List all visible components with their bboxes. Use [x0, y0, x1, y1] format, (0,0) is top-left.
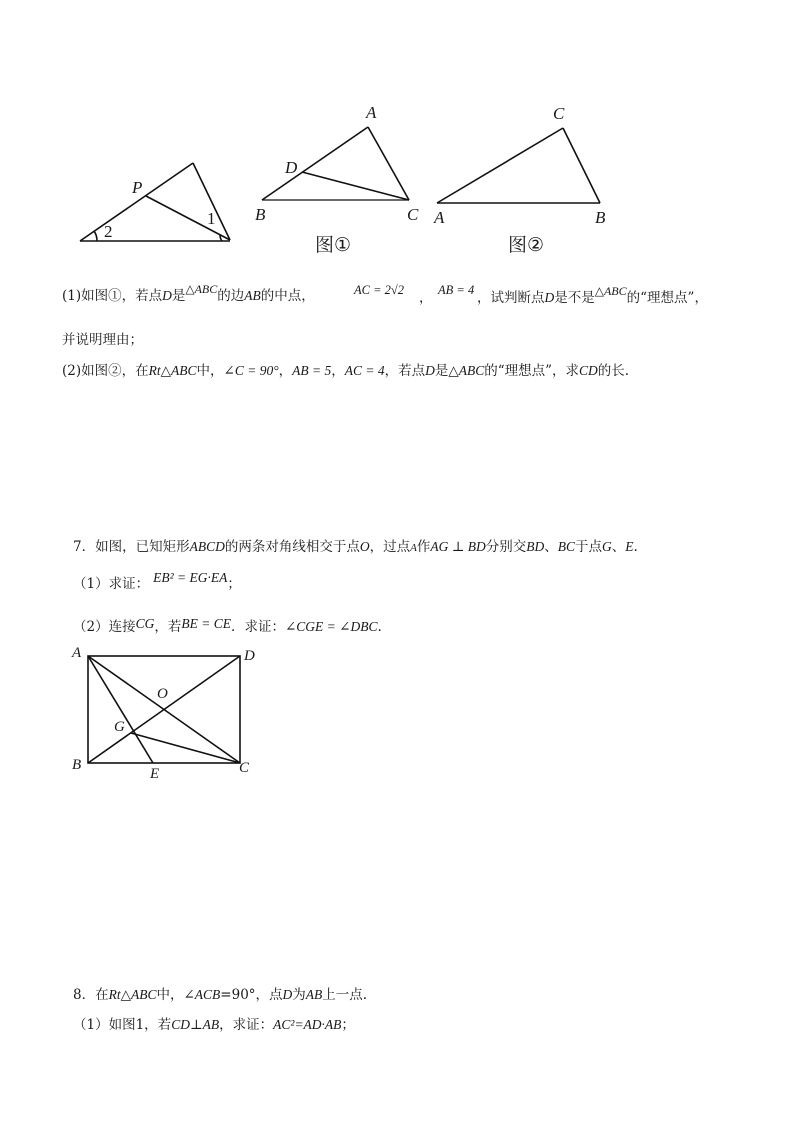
segment-GC	[131, 733, 240, 763]
text: （1）如图1，若	[73, 1017, 172, 1033]
perpendicular-CD-AB: CD⊥AB	[171, 1017, 220, 1032]
text: ，过点	[369, 539, 411, 555]
text: 分别交	[485, 539, 527, 555]
equation: AC²=AD·AB	[273, 1017, 342, 1032]
text: .	[377, 619, 382, 635]
text: （1）求证：	[73, 576, 150, 592]
label-C: C	[553, 104, 565, 123]
label-A: A	[366, 103, 377, 122]
point-O: O	[359, 539, 370, 554]
point-D: D	[425, 363, 435, 378]
segment-BC: BC	[557, 539, 576, 554]
figure-caption-1: 图①	[315, 234, 352, 256]
q8-stem	[73, 985, 367, 1005]
text: 于点	[575, 539, 603, 555]
q6-part2	[62, 361, 629, 381]
text: ；	[227, 576, 241, 592]
segment-BD: BD	[526, 539, 545, 554]
segment	[146, 196, 230, 240]
equation-AC: AC = 2√2	[354, 283, 405, 297]
label-B: B	[72, 757, 82, 773]
label-G: G	[114, 719, 125, 735]
triangle-Rt-ABC: Rt△ABC	[148, 363, 197, 378]
q7-part1	[73, 570, 241, 594]
text: 中，	[196, 363, 224, 379]
text: 中，	[156, 987, 184, 1003]
text: ，若点	[384, 363, 426, 379]
q6-part1-line2: 并说明理由；	[62, 332, 143, 348]
label-P: P	[132, 178, 143, 197]
text: ，	[331, 363, 345, 379]
text: 是不是	[554, 290, 595, 306]
triangle-ABC: △ABC	[185, 282, 218, 296]
text: 为	[292, 987, 306, 1003]
equation-AB: AB = 5	[292, 363, 332, 378]
point-D: D	[162, 288, 172, 303]
q8-part1	[73, 1015, 355, 1035]
label-A: A	[72, 645, 82, 661]
text: 是	[171, 288, 186, 304]
angle-C: ∠C = 90°	[223, 363, 279, 378]
text: .	[633, 539, 638, 555]
point-D: D	[282, 987, 293, 1002]
text: ，求证：	[219, 1017, 274, 1033]
text: (1)如图①，若点	[62, 288, 163, 304]
rect-ABCD: ABCD	[189, 539, 225, 554]
angle-arc-2	[94, 231, 97, 241]
text: ．求证：	[230, 619, 285, 635]
segment	[302, 172, 409, 200]
text: 上一点.	[322, 987, 368, 1003]
segment-AB: AB	[244, 288, 261, 303]
point-E: E	[625, 539, 634, 554]
segment	[80, 163, 193, 241]
label-E: E	[150, 766, 160, 782]
label-C: C	[407, 205, 419, 224]
segment-AE	[88, 656, 153, 763]
equation: EB² = EG·EA	[153, 570, 228, 585]
segment-CD: CD	[579, 363, 598, 378]
point-D: D	[544, 290, 555, 305]
text: ，若	[154, 619, 182, 635]
point-A: A	[410, 542, 417, 554]
text: 的“理想点”，求	[484, 363, 580, 379]
text: ，	[278, 363, 293, 379]
label-A: A	[434, 208, 445, 227]
q6-part1-line1-tail	[477, 284, 708, 308]
figure-caption-2: 图②	[508, 234, 545, 256]
q7-part2	[73, 617, 382, 637]
comma: ，	[419, 290, 433, 306]
text: ；	[341, 1017, 355, 1033]
q7-stem	[73, 537, 638, 558]
triangle-Rt-ABC: Rt△ABC	[108, 987, 157, 1002]
equation: BE = CE	[181, 616, 231, 631]
angle-equation: ∠CGE = ∠DBC	[284, 619, 378, 634]
triangle-ABC: △ABC	[448, 363, 485, 378]
text: 、	[544, 539, 558, 555]
text: 是	[434, 363, 449, 379]
perpendicular-AG-BD: AG ⊥ BD	[430, 539, 486, 554]
segment	[563, 128, 600, 203]
label-D: D	[285, 158, 298, 177]
label-D: D	[244, 648, 255, 664]
text: 、	[611, 539, 626, 555]
text: 的两条对角线相交于点	[224, 539, 360, 555]
q6-part1-line1	[62, 282, 315, 306]
text: 7．如图，已知矩形	[73, 539, 190, 555]
label-B: B	[255, 205, 266, 224]
text: （2）连接	[73, 619, 136, 635]
segment	[262, 127, 368, 200]
label-B: B	[595, 208, 606, 227]
label-2: 2	[104, 222, 113, 241]
text: (2)如图②，在	[62, 363, 149, 379]
text: 作	[416, 539, 431, 555]
angle-ACB: ∠ACB	[183, 987, 221, 1002]
equation-AC: AC = 4	[344, 363, 385, 378]
equation-AB: AB = 4	[438, 283, 475, 297]
text: 的中点，	[260, 288, 315, 304]
text: =90°，点	[220, 987, 283, 1003]
point-G: G	[602, 539, 612, 554]
segment-AB: AB	[305, 987, 323, 1002]
segment-CG: CG	[135, 616, 155, 631]
segment	[437, 128, 563, 203]
triangle-ABC: △ABC	[594, 284, 627, 298]
text: ，试判断点	[477, 290, 545, 306]
text: 的边	[217, 288, 245, 304]
segment	[368, 127, 409, 200]
text: 的“理想点”，	[626, 290, 708, 306]
label-1: 1	[207, 209, 216, 228]
label-O: O	[157, 686, 168, 702]
text: 8．在	[73, 987, 109, 1003]
label-C: C	[239, 760, 250, 776]
text: 的长.	[597, 363, 630, 379]
